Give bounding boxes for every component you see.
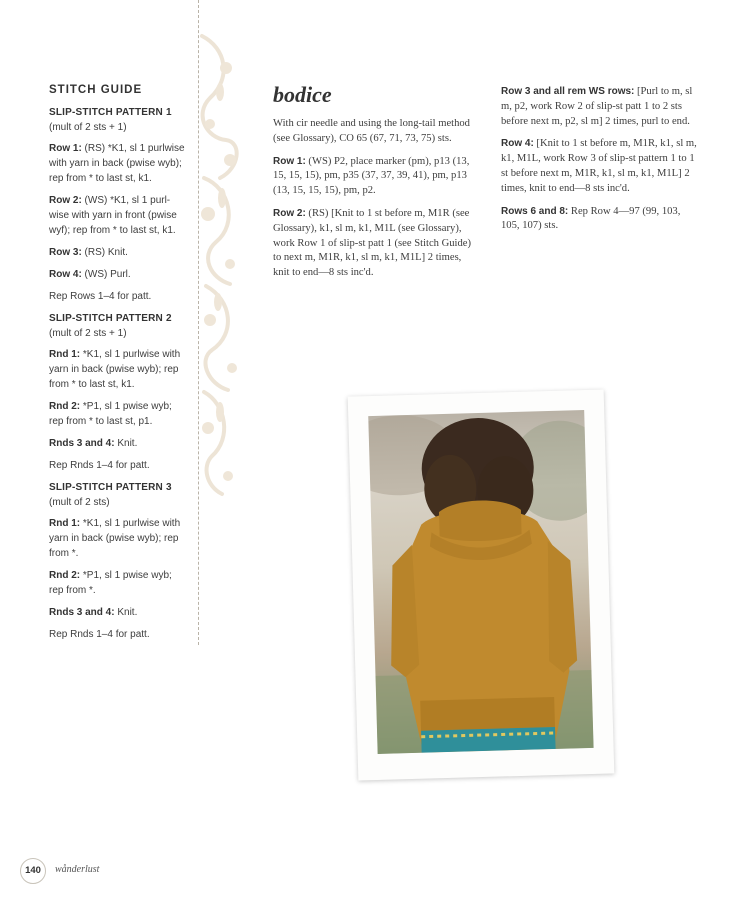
instruction-row [501, 85, 701, 129]
pattern-row [49, 516, 189, 561]
row-label: Rnd 1: [49, 349, 81, 360]
row-text: [Knit to 1 st before m, M1R, k1, sl m, k1, M1L, work Row 3 of slip-st pattern 1 to 1 st before next m, M1R, k1, sl m, k1, M1L] 2 times, knit to end—8 sts inc'd. [501, 138, 697, 194]
row-label: Row 1: [49, 143, 82, 154]
page-number: 140 [20, 858, 46, 884]
row-text: (WS) P2, place marker (pm), p13 (13, 15, 15, 15), pm, p35 (37, 37, 39, 41), pm, p13 (13, 15, 15, 15), pm, p2. [273, 155, 470, 197]
pattern-multiple: (mult of 2 sts + 1) [49, 328, 127, 339]
row-text: Knit. [114, 607, 138, 618]
row-label: Rnd 1: [49, 518, 81, 529]
bodice-intro: With cir needle and using the long-tail method (see Glossary), CO 65 (67, 71, 73, 75) sts. [273, 118, 470, 144]
pattern-row [49, 347, 189, 392]
decorative-swirl-ornament [196, 28, 244, 498]
pattern-1 [49, 105, 189, 304]
pattern-row [49, 436, 189, 451]
instruction-row [501, 137, 701, 196]
bodice-column-left [273, 83, 473, 289]
pattern-row [49, 399, 189, 429]
row-text: (RS) [Knit to 1 st before m, M1R (see Glossary), k1, sl m, k1, M1L (see Glossary), work Row 1 of slip-st patt 1 (see Stitch Guide) to next m, M1R, k1, sl m, k1, M1L] 2 times, knit to end—8 sts inc'd. [273, 207, 472, 279]
pattern-row [49, 193, 189, 238]
row-label: Rnds 3 and 4: [49, 607, 115, 618]
stitch-guide-title: STITCH GUIDE [49, 84, 143, 96]
row-text: Rep Row 4—97 (99, 103, 105, 107) sts. [501, 205, 681, 232]
row-label: Row 4: [501, 138, 534, 150]
pattern-heading: SLIP-STITCH PATTERN 3 [49, 482, 172, 493]
photo-frame [348, 390, 615, 781]
row-label: Row 2: [49, 195, 82, 206]
row-text: *P1, sl 1 pwise wyb; rep from * to last st, p1. [49, 401, 172, 427]
pattern-multiple: (mult of 2 sts) [49, 497, 110, 508]
pattern-row [49, 141, 189, 186]
row-label: Row 1: [273, 155, 306, 167]
row-text: *K1, sl 1 purlwise with yarn in back (pwise wyb); rep from * to last st, k1. [49, 349, 181, 390]
pattern-repeat: Rep Rnds 1–4 for patt. [49, 460, 150, 471]
column-divider [198, 0, 199, 645]
row-label: Row 4: [49, 269, 82, 280]
pattern-multiple: (mult of 2 sts + 1) [49, 122, 127, 133]
instruction-row [501, 205, 701, 235]
row-label: Row 3 and all rem WS rows: [501, 86, 635, 97]
row-label: Rnds 3 and 4: [49, 438, 115, 449]
instruction-row [273, 207, 473, 281]
pattern-2 [49, 311, 189, 473]
sweater-illustration [368, 410, 593, 754]
pattern-heading: SLIP-STITCH PATTERN 2 [49, 313, 172, 324]
pattern-row [49, 245, 189, 260]
stitch-guide-sidebar [49, 83, 189, 649]
pattern-3 [49, 480, 189, 642]
pattern-repeat: Rep Rnds 1–4 for patt. [49, 629, 150, 640]
row-text: (WS) *K1, sl 1 purl-wise with yarn in front (pwise wyf); rep from * to last st, k1. [49, 195, 177, 236]
row-label: Rows 6 and 8: [501, 205, 569, 217]
row-text: (RS) Knit. [81, 247, 128, 258]
row-text: [Purl to m, sl m, p2, work Row 2 of slip-st patt 1 to 2 sts before next m, p2, sl m] 2 times, purl to end. [501, 86, 693, 127]
row-text: (WS) Purl. [81, 269, 131, 280]
pattern-repeat: Rep Rows 1–4 for patt. [49, 291, 152, 302]
sweater-photo [368, 410, 593, 754]
pattern-heading: SLIP-STITCH PATTERN 1 [49, 107, 172, 118]
instruction-row [273, 155, 473, 199]
section-title: bodice [273, 82, 332, 107]
row-text: *P1, sl 1 pwise wyb; rep from *. [49, 570, 172, 596]
row-label: Row 2: [273, 207, 306, 219]
row-label: Rnd 2: [49, 401, 81, 412]
row-text: (RS) *K1, sl 1 purlwise with yarn in back (pwise wyb); rep from * to last st, k1. [49, 143, 185, 184]
pattern-row [49, 267, 189, 282]
bodice-column-right [501, 85, 701, 242]
pattern-row [49, 568, 189, 598]
row-label: Rnd 2: [49, 570, 81, 581]
row-text: *K1, sl 1 purlwise with yarn in back (pwise wyb); rep from *. [49, 518, 181, 559]
row-label: Row 3: [49, 247, 82, 258]
row-text: Knit. [114, 438, 138, 449]
pattern-row [49, 605, 189, 620]
book-title: wånderlust [55, 864, 100, 875]
